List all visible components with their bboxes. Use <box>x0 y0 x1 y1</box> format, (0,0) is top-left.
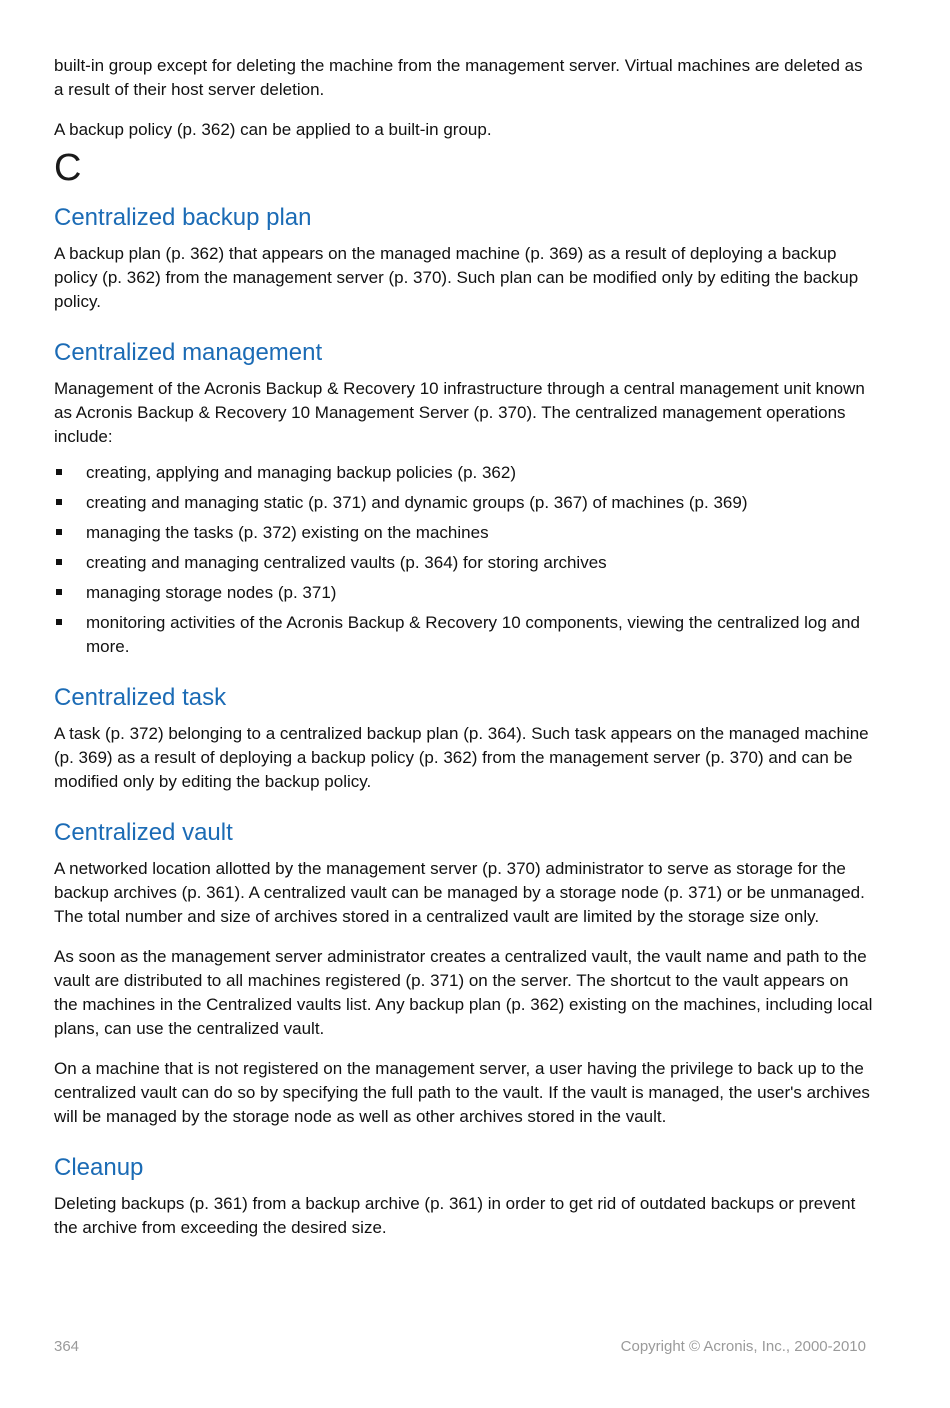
entry-definition: A task (p. 372) belonging to a centralized backup plan (p. 364). Such task appears on the managed machine (p. 369) as a result of deploying a backup policy (p. 362) from the management server (p. 370) and can be modified only by editing the backup policy. <box>54 724 869 791</box>
operations-list <box>54 461 874 659</box>
list-item <box>54 461 874 485</box>
bullet-icon <box>56 559 62 565</box>
entry-centralized-task <box>54 683 874 794</box>
entry-definition: A backup plan (p. 362) that appears on the managed machine (p. 369) as a result of deploying a backup policy (p. 362) from the management server (p. 370). Such plan can be modified only by editing the backup policy. <box>54 244 859 311</box>
entry-definition: A networked location allotted by the management server (p. 370) administrator to serve as storage for the backup archives (p. 361). A centralized vault can be managed by a storage node (p. 371) or be unmanaged. The total number and size of archives stored in a centralized vault are limited by the storage size only. <box>54 859 865 926</box>
list-item <box>54 491 874 515</box>
document-page <box>54 54 874 1264</box>
list-item-text: creating and managing static (p. 371) and dynamic groups (p. 367) of machines (p. 369) <box>86 493 748 512</box>
entry-heading: Centralized vault <box>54 819 233 846</box>
page-footer <box>54 1338 866 1358</box>
bullet-icon <box>56 589 62 595</box>
entry-paragraph: As soon as the management server administrator creates a centralized vault, the vault name and path to the vault are distributed to all machines registered (p. 371) on the server. The shortcut to the vault appears on the machines in the Centralized vaults list. Any backup plan (p. 362) existing on the machines, including local plans, can use the centralized vault. <box>54 947 873 1038</box>
entry-heading: Centralized task <box>54 684 227 711</box>
list-item <box>54 551 874 575</box>
bullet-icon <box>56 499 62 505</box>
entry-centralized-management <box>54 338 874 659</box>
entry-heading: Centralized backup plan <box>54 204 312 231</box>
bullet-icon <box>56 529 62 535</box>
entry-heading: Cleanup <box>54 1154 144 1181</box>
list-item-text: managing the tasks (p. 372) existing on the machines <box>86 523 489 542</box>
entry-definition: Management of the Acronis Backup & Recovery 10 infrastructure through a central management unit known as Acronis Backup & Recovery 10 Management Server (p. 370). The centralized management operations include: <box>54 379 865 446</box>
list-item-text: creating and managing centralized vaults (p. 364) for storing archives <box>86 553 607 572</box>
list-item <box>54 521 874 545</box>
entry-centralized-vault <box>54 818 874 1129</box>
entry-definition: Deleting backups (p. 361) from a backup archive (p. 361) in order to get rid of outdated backups or prevent the archive from exceeding the desired size. <box>54 1194 856 1237</box>
list-item <box>54 611 874 659</box>
bullet-icon <box>56 469 62 475</box>
list-item-text: managing storage nodes (p. 371) <box>86 583 337 602</box>
intro-paragraph: built-in group except for deleting the machine from the management server. Virtual machines are deleted as a result of their host server deletion. <box>54 56 863 99</box>
list-item-text: monitoring activities of the Acronis Backup & Recovery 10 components, viewing the centralized log and more. <box>86 613 860 656</box>
entry-heading: Centralized management <box>54 339 323 366</box>
entry-centralized-backup-plan <box>54 203 874 314</box>
bullet-icon <box>56 619 62 625</box>
intro-paragraph-built-in-group: A backup policy (p. 362) can be applied to a built-in group. <box>54 120 492 139</box>
list-item <box>54 581 874 605</box>
entry-cleanup <box>54 1153 874 1240</box>
page-number: 364 <box>54 1338 80 1355</box>
list-item-text: creating, applying and managing backup policies (p. 362) <box>86 463 516 482</box>
section-letter: C <box>54 147 82 189</box>
entry-paragraph: On a machine that is not registered on the management server, a user having the privilege to back up to the centralized vault can do so by specifying the full path to the vault. If the vault is managed, the user's archives will be managed by the storage node as well as other archives stored in the vault. <box>54 1059 870 1126</box>
copyright-notice: Copyright © Acronis, Inc., 2000-2010 <box>620 1338 866 1355</box>
